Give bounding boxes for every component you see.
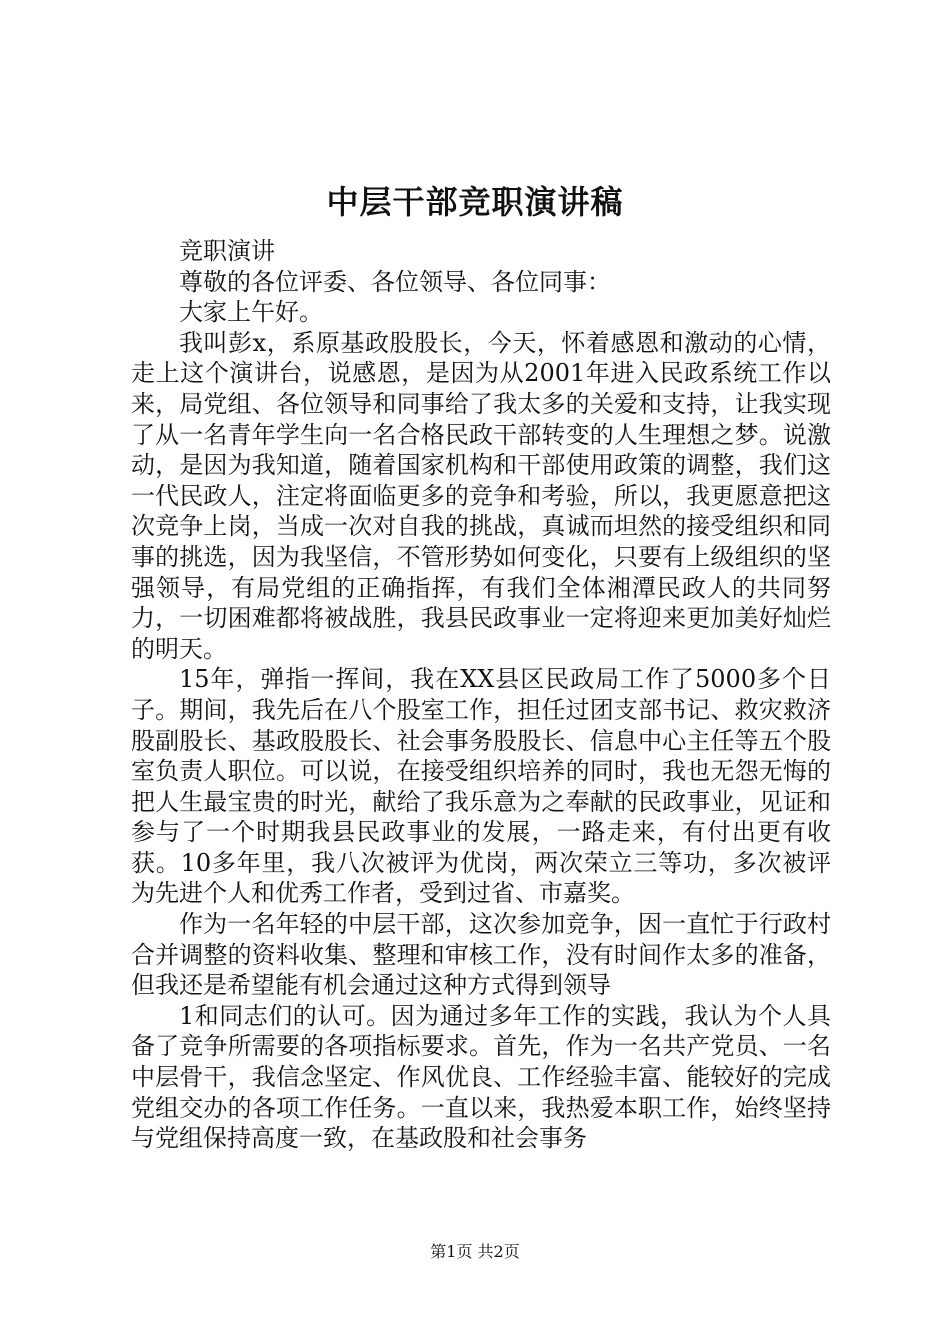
paragraph-introduction: 我叫彭x，系原基政股股长，今天，怀着感恩和激动的心情，走上这个演讲台，说感恩，是因为从2001年进入民政系统工作以来，局党组、各位领导和同事给了我太多的关爱和支持，让我实现了从一名青年学生向一名合格民政干部转变的人生理想之梦。说激动，是因为我知道，随着国家机构和干部使用政策的调整，我们这一代民政人，注定将面临更多的竞争和考验，所以，我更愿意把这次竞争上岗，当成一次对自我的挑战，真诚而坦然的接受组织和同事的挑选，因为我坚信，不管形势如何变化，只要有上级组织的坚强领导，有局党组的正确指挥，有我们全体湘潭民政人的共同努力，一切困难都将被战胜，我县民政事业一定将迎来更加美好灿烂的明天。 xyxy=(131,328,831,663)
paragraph-experience: 15年，弹指一挥间，我在XX县区民政局工作了5000多个日子。期间，我先后在八个股室工作，担任过团支部书记、救灾救济股副股长、基政股股长、社会事务股股长、信息中心主任等五个股室负责人职位。可以说，在接受组织培养的同时，我也无怨无悔的把人生最宝贵的时光，献给了我乐意为之奉献的民政事业，见证和参与了一个时期我县民政事业的发展，一路走来，有付出更有收获。10多年里，我八次被评为优岗，两次荣立三等功，多次被评为先进个人和优秀工作者，受到过省、市嘉奖。 xyxy=(131,665,831,908)
document-body xyxy=(131,236,831,1154)
paragraph-qualifications: 1和同志们的认可。因为通过多年工作的实践，我认为个人具备了竞争所需要的各项指标要求。首先，作为一名共产党员、一名中层骨干，我信念坚定、作风优良、工作经验丰富、能较好的完成党组交办的各项工作任务。一直以来，我热爱本职工作，始终坚持与党组保持高度一致，在基政股和社会事务 xyxy=(131,1001,831,1153)
page-number-footer: 第1页 共2页 xyxy=(430,1242,520,1261)
document-title: 中层干部竞职演讲稿 xyxy=(326,183,624,221)
paragraph-preparation: 作为一名年轻的中层干部，这次参加竞争，因一直忙于行政村合并调整的资料收集、整理和审核工作，没有时间作太多的准备，但我还是希望能有机会通过这种方式得到领导 xyxy=(131,910,831,1000)
paragraph-heading: 竞职演讲 xyxy=(179,237,275,265)
paragraph-salutation: 尊敬的各位评委、各位领导、各位同事： xyxy=(179,267,611,296)
paragraph-greeting: 大家上午好。 xyxy=(179,298,323,327)
